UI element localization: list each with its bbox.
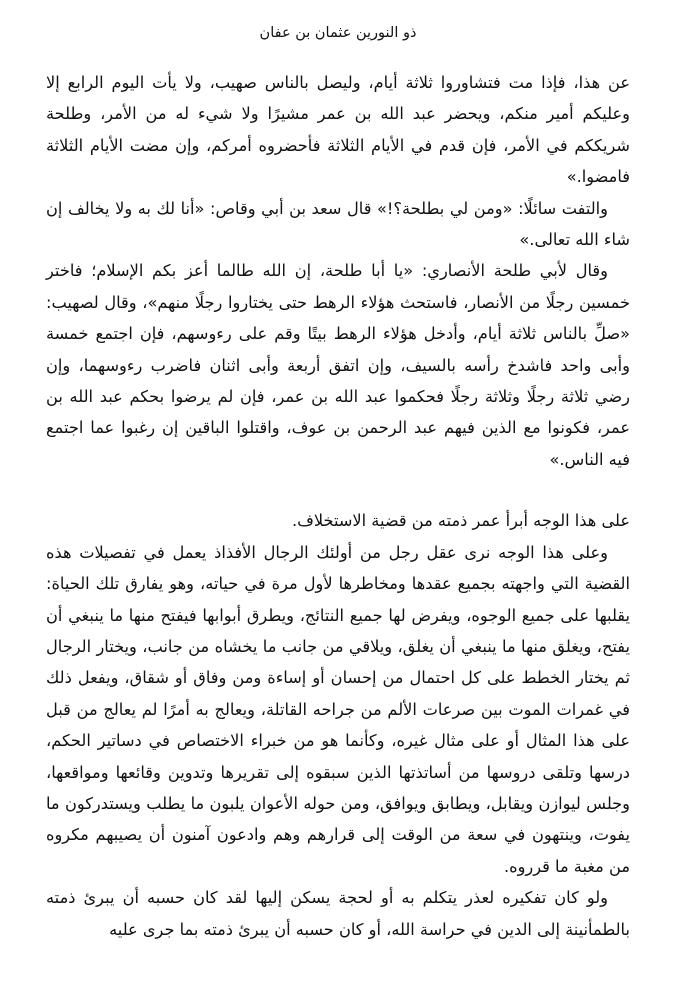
running-header: ذو النورين عثمان بن عفان	[259, 25, 417, 41]
paragraph-abu-talha-instructions: وقال لأبي طلحة الأنصاري: «يا أبا طلحة، إن الله طالما أعز بكم الإسلام؛ فاختر خمسين رجلًا من الأنصار، فاستحث هؤلاء الرهط حتى يختاروا رجلًا منهم»، وقال لصهيب: «صلِّ بالناس ثلاثة أيام، وأدخل هؤلاء الرهط بيتًا وقم على رءوسهم، فإن اجتمع خمسة وأبى واحد فاشدخ رأسه بالسيف، وإن اتفق أربعة وأبى اثنان فاضرب رءوسهما، وإن رضي ثلاثة رجلًا وثلاثة رجلًا فحكموا عبد الله بن عمر، فإن لم يرضوا بحكم عبد الله بن عمر، فكونوا مع الذين فيهم عبد الرحمن بن عوف، واقتلوا الباقين إن رغبوا عما اجتمع فيه الناس.»	[46, 261, 630, 469]
paragraph-analysis: وعلى هذا الوجه نرى عقل رجل من أولئك الرجال الأفذاذ يعمل في تفصيلات هذه القضية التي واجهته بجميع عقدها ومخاطرها لأول مرة في حياته، وهو يفارق تلك الحياة: يقلبها على جميع الوجوه، ويفرض لها جميع النتائج، ويطرق أبوابها فيفتح منها ما ينبغي أن يفتح، ويغلق منها ما ينبغي أن يغلق، ويلاقي من جانب ما يخشاه من جانب، ويختار الرجال ثم يختار الخطط على كل احتمال من إحسان أو إساءة ومن وفاق أو شقاق، ويفعل ذلك في غمرات الموت بين صرعات الألم من جراحه القاتلة، ويعالج به أمرًا لم يعالج من قبل على هذا المثال أو على مثال غيره، وكأنما هو من خبراء الاختصاص في دساتير الحكم، درسها وتلقى دروسها من أساتذتها الذين سبقوه إلى تقريرها وتدوين وقائعها ومواقعها، وجلس ليوازن ويقابل، ويطابق ويوافق، ومن حوله الأعوان يلبون ما يطلب ويستدركون ما يفوت، وينتهون في سعة من الوقت إلى قرارهم وهم وادعون آمنون أن يصيبهم مكروه من مغبة ما قرروه.	[46, 542, 630, 876]
paragraph-succession-summary: على هذا الوجه أبرأ عمر ذمته من قضية الاستخلاف.	[291, 511, 630, 531]
body-text	[46, 67, 630, 945]
paragraph-continuation: عن هذا، فإذا مت فتشاوروا ثلاثة أيام، وليصل بالناس صهيب، ولا يأت اليوم الرابع إلا وعليكم أمير منكم، ويحضر عبد الله بن عمر مشيرًا ولا شيء له من الأمر، وطلحة شريككم في الأمر، فإن قدم في الأيام الثلاثة فأحضروه أمركم، وإن مضت الأيام الثلاثة فامضوا.»	[46, 73, 630, 187]
paragraph-closing: ولو كان تفكيره لعذر يتكلم به أو لحجة يسكن إليها لقد كان حسبه أن يبرئ ذمته بالطمأنينة إلى الدين في حراسة الله، أو كان حسبه أن يبرئ ذمته بما جرى عليه	[46, 888, 630, 939]
paragraph-saad-reply: والتفت سائلًا: «ومن لي بطلحة؟!» قال سعد بن أبي وقاص: «أنا لك به ولا يخالف إن شاء الله تعالى.»	[46, 198, 630, 250]
